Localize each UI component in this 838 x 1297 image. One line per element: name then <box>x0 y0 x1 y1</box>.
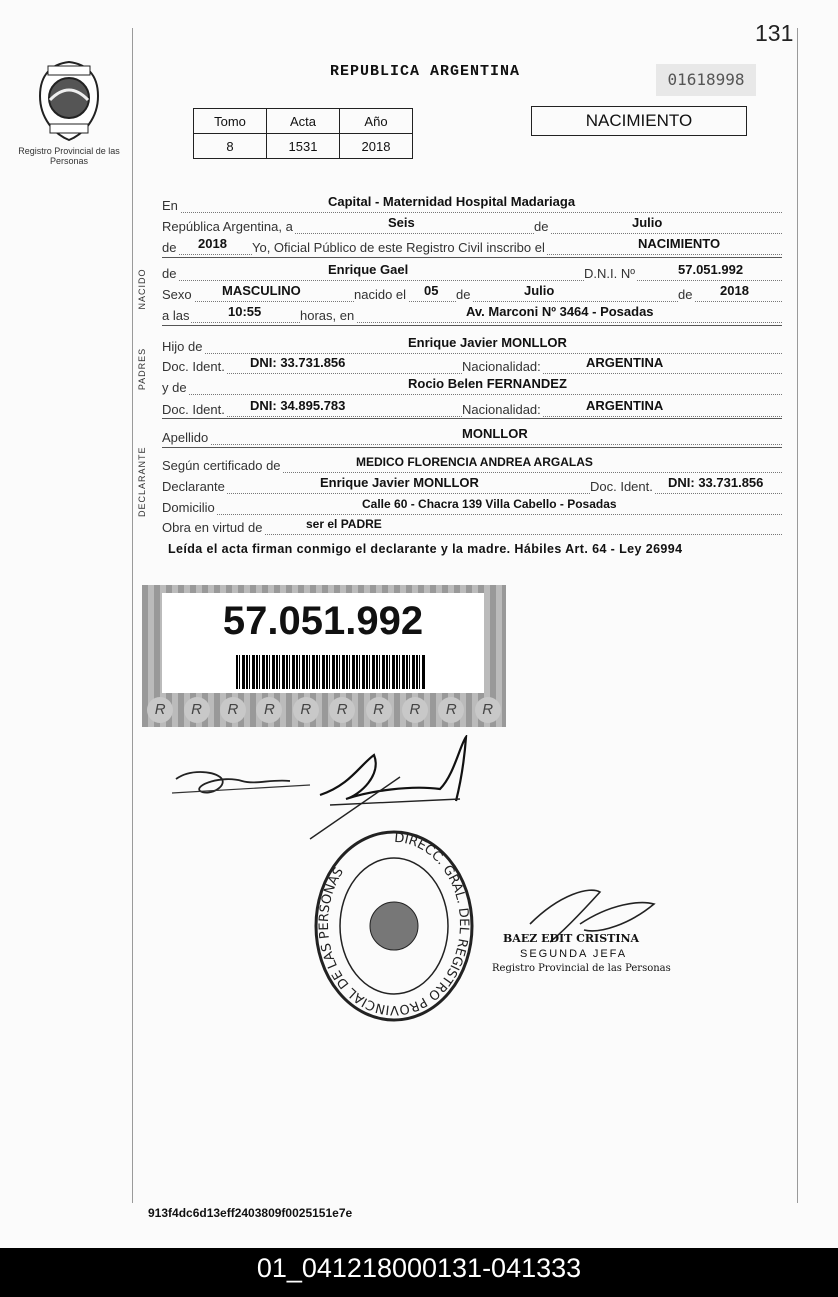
declarante-value: Enrique Javier MONLLOR <box>320 475 479 490</box>
year-value: 2018 <box>198 236 227 251</box>
pattern-letter: R <box>256 697 282 723</box>
day-word-value: Seis <box>388 215 415 230</box>
signatory-role: SEGUNDA JEFA <box>520 948 628 960</box>
yo-text: Yo, Oficial Público de este Registro Civil inscribo el <box>252 240 545 255</box>
madre-value: Rocio Belen FERNANDEZ <box>408 376 567 391</box>
row-madre-doc <box>162 396 782 417</box>
separator <box>162 257 782 258</box>
madre-dni-value: DNI: 34.895.783 <box>250 398 346 413</box>
pattern-letter: R <box>147 697 173 723</box>
pattern-letter: R <box>475 697 501 723</box>
dni-label: D.N.I. Nº <box>584 266 635 281</box>
separator <box>162 325 782 326</box>
document-hash: 913f4dc6d13eff2403809f0025151e7e <box>148 1206 353 1220</box>
dni-sticker <box>142 585 506 727</box>
row-republica <box>162 213 782 234</box>
inscribo-value: NACIMIENTO <box>638 236 721 251</box>
month-value: Julio <box>632 215 663 230</box>
document-title: REPUBLICA ARGENTINA <box>330 63 521 80</box>
pattern-letter: R <box>402 697 428 723</box>
apellido-label: Apellido <box>162 430 209 445</box>
padre-value: Enrique Javier MONLLOR <box>408 335 567 350</box>
row-sexo <box>162 281 782 302</box>
pattern-letter: R <box>293 697 319 723</box>
republica-label: República Argentina, a <box>162 219 293 234</box>
en-label: En <box>162 198 178 213</box>
padre-nac-value: ARGENTINA <box>586 355 664 370</box>
right-margin-line <box>797 28 798 1203</box>
declarante-label: Declarante <box>162 479 225 494</box>
segun-value: MEDICO FLORENCIA ANDREA ARGALAS <box>356 455 593 469</box>
padre-nac-label: Nacionalidad: <box>462 359 541 374</box>
sticker-pattern <box>142 693 506 727</box>
obra-value: ser el PADRE <box>306 517 382 531</box>
row-year <box>162 234 782 255</box>
hijo-label: Hijo de <box>162 339 203 354</box>
sexo-label: Sexo <box>162 287 192 302</box>
declarante-dni-value: DNI: 33.731.856 <box>668 475 764 490</box>
footer-id: 01_041218000131-041333 <box>0 1248 838 1297</box>
acta-header: Acta <box>267 109 340 134</box>
madre-doc-label: Doc. Ident. <box>162 402 225 417</box>
mes-value: Julio <box>524 283 555 298</box>
row-madre <box>162 374 782 395</box>
row-domicilio <box>162 494 782 515</box>
declarante-side-label: DECLARANTE <box>137 446 147 517</box>
pattern-letter: R <box>220 697 246 723</box>
left-margin-line <box>132 28 133 1203</box>
stamp-ring-text: DIRECC. GRAL. DEL REGISTRO PROVINCIAL DE LAS PERSONAS <box>316 830 472 1018</box>
tomo-value: 8 <box>194 134 267 159</box>
signatory-name: BAEZ EDIT CRISTINA <box>503 932 640 945</box>
signatory-org: Registro Provincial de las Personas <box>492 963 671 974</box>
tomo-acta-table <box>193 108 413 159</box>
row-hora <box>162 302 782 323</box>
nacido-el-label: nacido el <box>354 287 407 302</box>
record-type-box: NACIMIENTO <box>531 106 747 136</box>
page-number: 131 <box>755 20 794 46</box>
segun-label: Según certificado de <box>162 458 281 473</box>
dni-sticker-label <box>162 593 484 693</box>
row-apellido <box>162 424 782 445</box>
lugar-value: Av. Marconi Nº 3464 - Posadas <box>466 304 654 319</box>
province-seal-icon <box>36 60 102 142</box>
dia-value: 05 <box>424 283 439 298</box>
anio-nac-value: 2018 <box>720 283 749 298</box>
sexo-value: MASCULINO <box>222 283 301 298</box>
dni-value: 57.051.992 <box>678 262 744 277</box>
dni-sticker-number: 57.051.992 <box>222 599 424 643</box>
serial-number: 01618998 <box>656 64 756 96</box>
row-declarante <box>162 473 782 494</box>
pattern-letter: R <box>438 697 464 723</box>
nacido-side-label: NACIDO <box>137 268 147 310</box>
row-hijo <box>162 333 782 354</box>
closing-note: Leída el acta firman conmigo el declarante y la madre. Hábiles Art. 64 - Ley 26994 <box>168 542 683 556</box>
pattern-letter: R <box>184 697 210 723</box>
nacido-de-label: de <box>162 266 177 281</box>
padres-side-label: PADRES <box>137 347 147 391</box>
horas-label: horas, en <box>300 308 355 323</box>
row-padre-doc <box>162 353 782 374</box>
y-de-label: y de <box>162 380 187 395</box>
a-las-label: a las <box>162 308 190 323</box>
de4-label: de <box>678 287 693 302</box>
row-obra <box>162 514 782 535</box>
tomo-header: Tomo <box>194 109 267 134</box>
anio-header: Año <box>340 109 413 134</box>
madre-nac-label: Nacionalidad: <box>462 402 541 417</box>
acta-value: 1531 <box>267 134 340 159</box>
apellido-value: MONLLOR <box>462 426 528 441</box>
domicilio-value: Calle 60 - Chacra 139 Villa Cabello - Posadas <box>362 497 617 511</box>
padre-dni-value: DNI: 33.731.856 <box>250 355 346 370</box>
pattern-letter: R <box>366 697 392 723</box>
en-value: Capital - Maternidad Hospital Madariaga <box>328 194 576 209</box>
separator <box>162 447 782 448</box>
row-nombre <box>162 260 782 281</box>
de-label: de <box>534 219 549 234</box>
barcode-icon <box>236 655 426 689</box>
domicilio-label: Domicilio <box>162 500 215 515</box>
anio-value: 2018 <box>340 134 413 159</box>
official-stamp-icon <box>312 828 476 1024</box>
de2-label: de <box>162 240 177 255</box>
separator <box>162 418 782 419</box>
logo-caption: Registro Provincial de las Personas <box>18 146 120 166</box>
madre-nac-value: ARGENTINA <box>586 398 664 413</box>
row-en <box>162 192 782 213</box>
obra-label: Obra en virtud de <box>162 520 263 535</box>
hora-value: 10:55 <box>228 304 262 319</box>
de3-label: de <box>456 287 471 302</box>
nombre-value: Enrique Gael <box>328 262 409 277</box>
row-segun <box>162 452 782 473</box>
declarante-doc-label: Doc. Ident. <box>590 479 653 494</box>
pattern-letter: R <box>329 697 355 723</box>
padre-doc-label: Doc. Ident. <box>162 359 225 374</box>
